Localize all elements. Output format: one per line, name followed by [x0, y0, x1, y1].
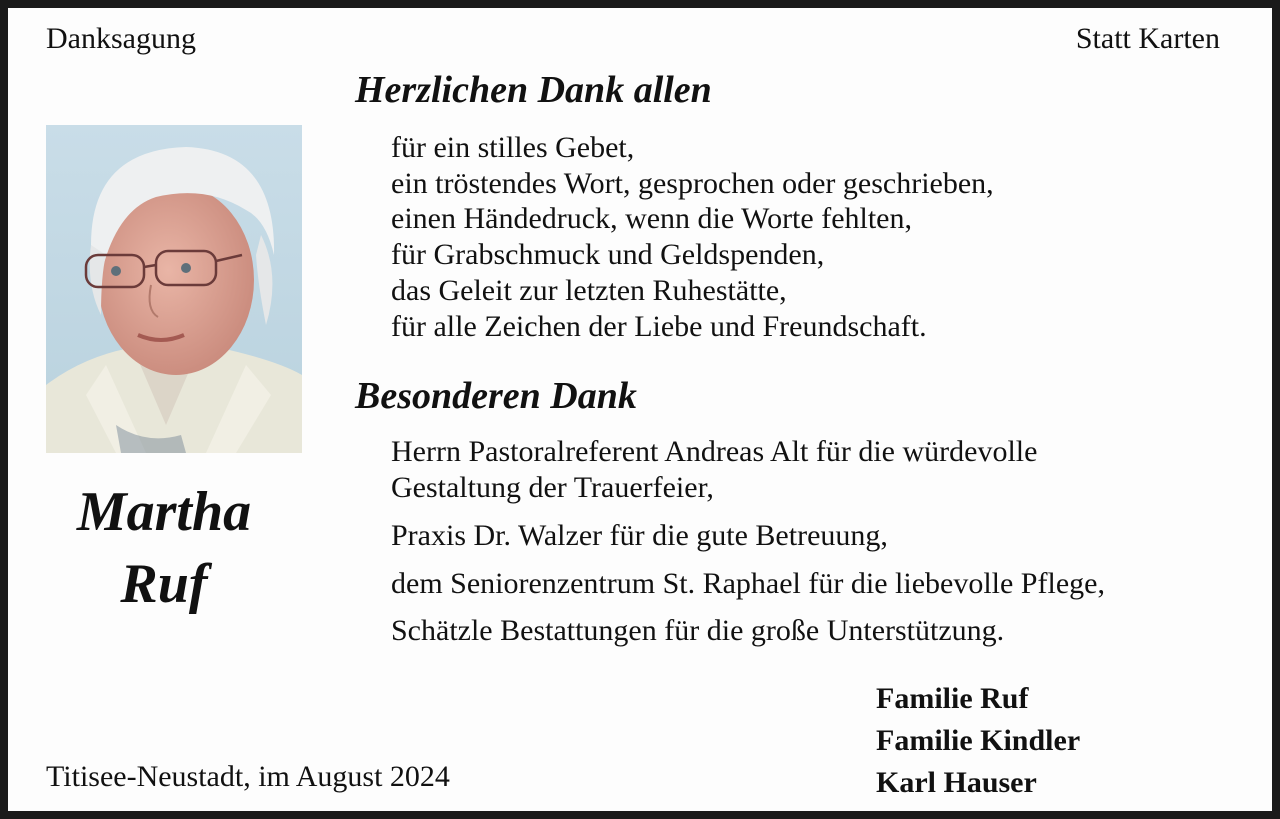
header-label-right: Statt Karten: [1075, 22, 1220, 55]
signer: Karl Hauser: [876, 766, 1037, 799]
thanks-line: für alle Zeichen der Liebe und Freundschaft.: [391, 309, 927, 343]
signer: Familie Ruf: [876, 682, 1029, 715]
special-thanks-entry: [391, 518, 888, 554]
special-thanks-entry: [391, 613, 1004, 649]
special-thanks-line: Praxis Dr. Walzer für die gute Betreuung,: [391, 519, 888, 552]
special-thanks-entry: [391, 566, 1105, 602]
signers-list: [876, 678, 1080, 804]
special-thanks-entry: [391, 434, 1037, 506]
thanks-line: für ein stilles Gebet,: [391, 131, 635, 164]
section-title-thanks-all: Herzlichen Dank allen: [355, 69, 712, 111]
deceased-name: [8, 476, 320, 620]
place-date: Titisee-Neustadt, im August 2024: [46, 760, 450, 793]
special-thanks-line: Gestaltung der Trauerfeier,: [391, 471, 714, 504]
special-thanks-line: dem Seniorenzentrum St. Raphael für die liebevolle Pflege,: [391, 567, 1105, 600]
header-label-left: Danksagung: [46, 22, 196, 55]
portrait-photo: [46, 125, 302, 453]
deceased-last-name: Ruf: [120, 553, 208, 615]
section-title-special-thanks: Besonderen Dank: [355, 375, 637, 417]
obituary-notice: [8, 8, 1272, 811]
thanks-line: das Geleit zur letzten Ruhestätte,: [391, 273, 787, 307]
thanks-line: ein tröstendes Wort, gesprochen oder geschrieben,: [391, 166, 994, 200]
special-thanks-line: Schätzle Bestattungen für die große Unterstützung.: [391, 614, 1005, 647]
thanks-list: [391, 130, 994, 344]
signer: Familie Kindler: [876, 724, 1081, 757]
special-thanks-line: Herrn Pastoralreferent Andreas Alt für die würdevolle: [391, 435, 1038, 468]
thanks-line: einen Händedruck, wenn die Worte fehlten,: [391, 202, 913, 236]
deceased-first-name: Martha: [76, 481, 252, 543]
thanks-line: für Grabschmuck und Geldspenden,: [391, 238, 825, 272]
